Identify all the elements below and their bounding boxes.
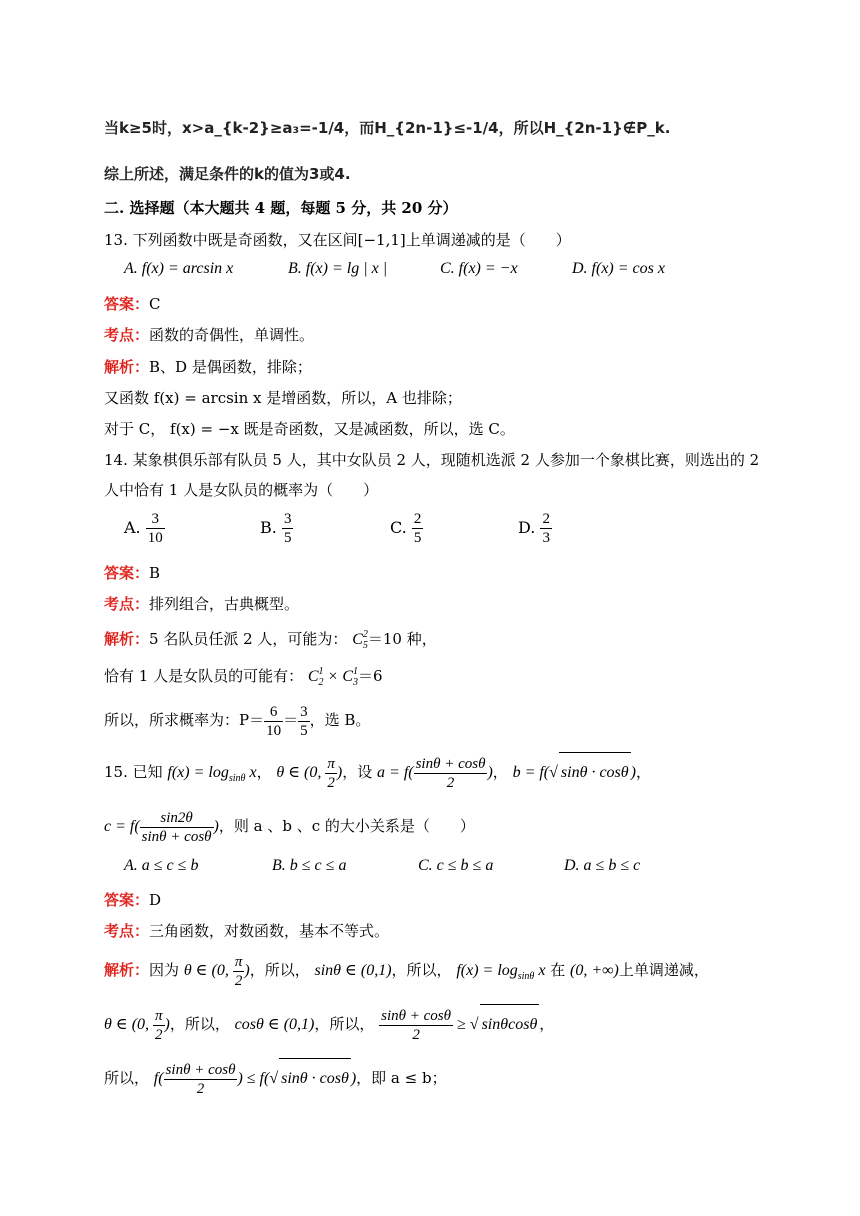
q13-stem: 13. 下列函数中既是奇函数，又在区间[−1,1]上单调递减的是（ ） bbox=[104, 231, 571, 249]
q14-answer: B bbox=[149, 564, 161, 582]
q15-option-c: C. c ≤ b ≤ a bbox=[418, 857, 494, 874]
q15-analysis-row-2: θ ∈ (0, $\frac{\pi}{2}$ )，所以， cosθ ∈ (0,1)，所以， $\frac{\sin\theta + \cos\theta}{2}$ ≥ √ sinθcosθ ， bbox=[104, 1004, 554, 1045]
q13-option-a: A. f(x) = arcsin x bbox=[124, 260, 234, 277]
q14-option-a: A. $\frac{3}{10}$ bbox=[124, 511, 163, 546]
q13-analysis-row-1 bbox=[104, 355, 312, 379]
answer-label: 答案： bbox=[104, 295, 150, 313]
q14-answer-row: 答案：B bbox=[104, 564, 161, 582]
q15-point: 三角函数，对数函数，基本不等式。 bbox=[149, 922, 390, 940]
q14-analysis-row-3: 所以，所求概率为：P＝ $\frac{6}{10}$ ＝ $\frac{3}{5}$ ，选 B。 bbox=[104, 703, 371, 739]
combination-c52: $C_5^2$ bbox=[352, 629, 368, 651]
q15-option-b: B. b ≤ c ≤ a bbox=[272, 857, 347, 874]
analysis-label: 解析： bbox=[104, 358, 150, 376]
q14-stem-1: 14. 某象棋俱乐部有队员 5 人，其中女队员 2 人，现随机选派 2 人参加一个象棋比赛，则选出的 2 bbox=[104, 451, 760, 469]
q15-answer-row: 答案：D bbox=[104, 891, 162, 909]
q13-analysis-3: 对于 C， f(x) = −x 既是奇函数，又是减函数，所以，选 C。 bbox=[104, 420, 515, 438]
q13-point-row bbox=[104, 323, 314, 347]
q15-option-a: A. a ≤ c ≤ b bbox=[124, 857, 199, 874]
q14-point: 排列组合，古典概型。 bbox=[149, 595, 300, 613]
q14-stem-2: 人中恰有 1 人是女队员的概率为（ ） bbox=[104, 481, 379, 499]
q15-analysis-row-3: 所以， f( $\frac{\sin\theta + \cos\theta}{2}$ ) ≤ f(√ sinθ · cosθ )，即 a ≤ b； bbox=[104, 1058, 447, 1099]
q14-point-row: 考点：排列组合，古典概型。 bbox=[104, 595, 300, 613]
scan-line-1: 当k≥5时，x>a_{k-2}≥a₃=-1/4，而H_{2n-1}≤-1/4，所以H_{2n-1}∉P_k. bbox=[104, 119, 671, 137]
point-label: 考点： bbox=[104, 326, 150, 344]
q14-analysis-row-2: 恰有 1 人是女队员的可能有： $C_2^1 \times C_3^1=6$ bbox=[104, 666, 383, 688]
q13-point: 函数的奇偶性，单调性。 bbox=[149, 326, 315, 344]
scan-line-2: 综上所述，满足条件的k的值为3或4. bbox=[104, 165, 351, 183]
q13-analysis-1: B、D 是偶函数，排除； bbox=[149, 358, 312, 376]
q13-option-c: C. f(x) = −x bbox=[440, 260, 518, 277]
combination-product: $C_2^1 \times C_3^1$ bbox=[307, 666, 359, 688]
q13-answer: C bbox=[149, 295, 161, 313]
q15-point-row: 考点：三角函数，对数函数，基本不等式。 bbox=[104, 922, 390, 940]
q13-answer-row bbox=[104, 292, 161, 316]
q13-analysis-2: 又函数 f(x) = arcsin x 是增函数，所以，A 也排除； bbox=[104, 389, 462, 407]
q15-option-d: D. a ≤ b ≤ c bbox=[564, 857, 641, 874]
q14-option-b: B. $\frac{3}{5}$ bbox=[260, 511, 292, 546]
q14-analysis-row-1: 解析：5 名队员任派 2 人，可能为： $C_5^2=10$ 种， bbox=[104, 629, 437, 651]
section-title: 二. 选择题（本大题共 4 题，每题 5 分，共 20 分） bbox=[104, 199, 458, 217]
q13-option-d: D. f(x) = cos x bbox=[572, 260, 665, 277]
q14-option-d: D. $\frac{2}{3}$ bbox=[518, 511, 550, 546]
q15-stem-1: 15. 已知 $f(x) = \log_{sin\theta} x$， θ ∈ (0, $\frac{\pi}{2}$ )，设 a = f( $\frac{\sin\theta + \cos\theta}{2}$ )， b = f(√ sinθ · cosθ )， bbox=[104, 752, 651, 799]
q14-option-c: C. $\frac{2}{5}$ bbox=[390, 511, 422, 546]
q15-stem-2: c = f( $\frac{\sin 2\theta}{\sin\theta + \cos\theta}$ )，则 a 、b 、c 的大小关系是（ ） bbox=[104, 809, 475, 845]
q15-answer: D bbox=[149, 891, 162, 909]
q15-analysis-row-1: 解析：因为 θ ∈ (0, $\frac{\pi}{2}$ )，所以， sinθ ∈ (0,1)，所以， $f(x) = \log_{sin\theta} x$ 在 (0, +∞)上单调递减， bbox=[104, 953, 709, 989]
q13-option-b: B. f(x) = lg | x | bbox=[288, 260, 388, 277]
